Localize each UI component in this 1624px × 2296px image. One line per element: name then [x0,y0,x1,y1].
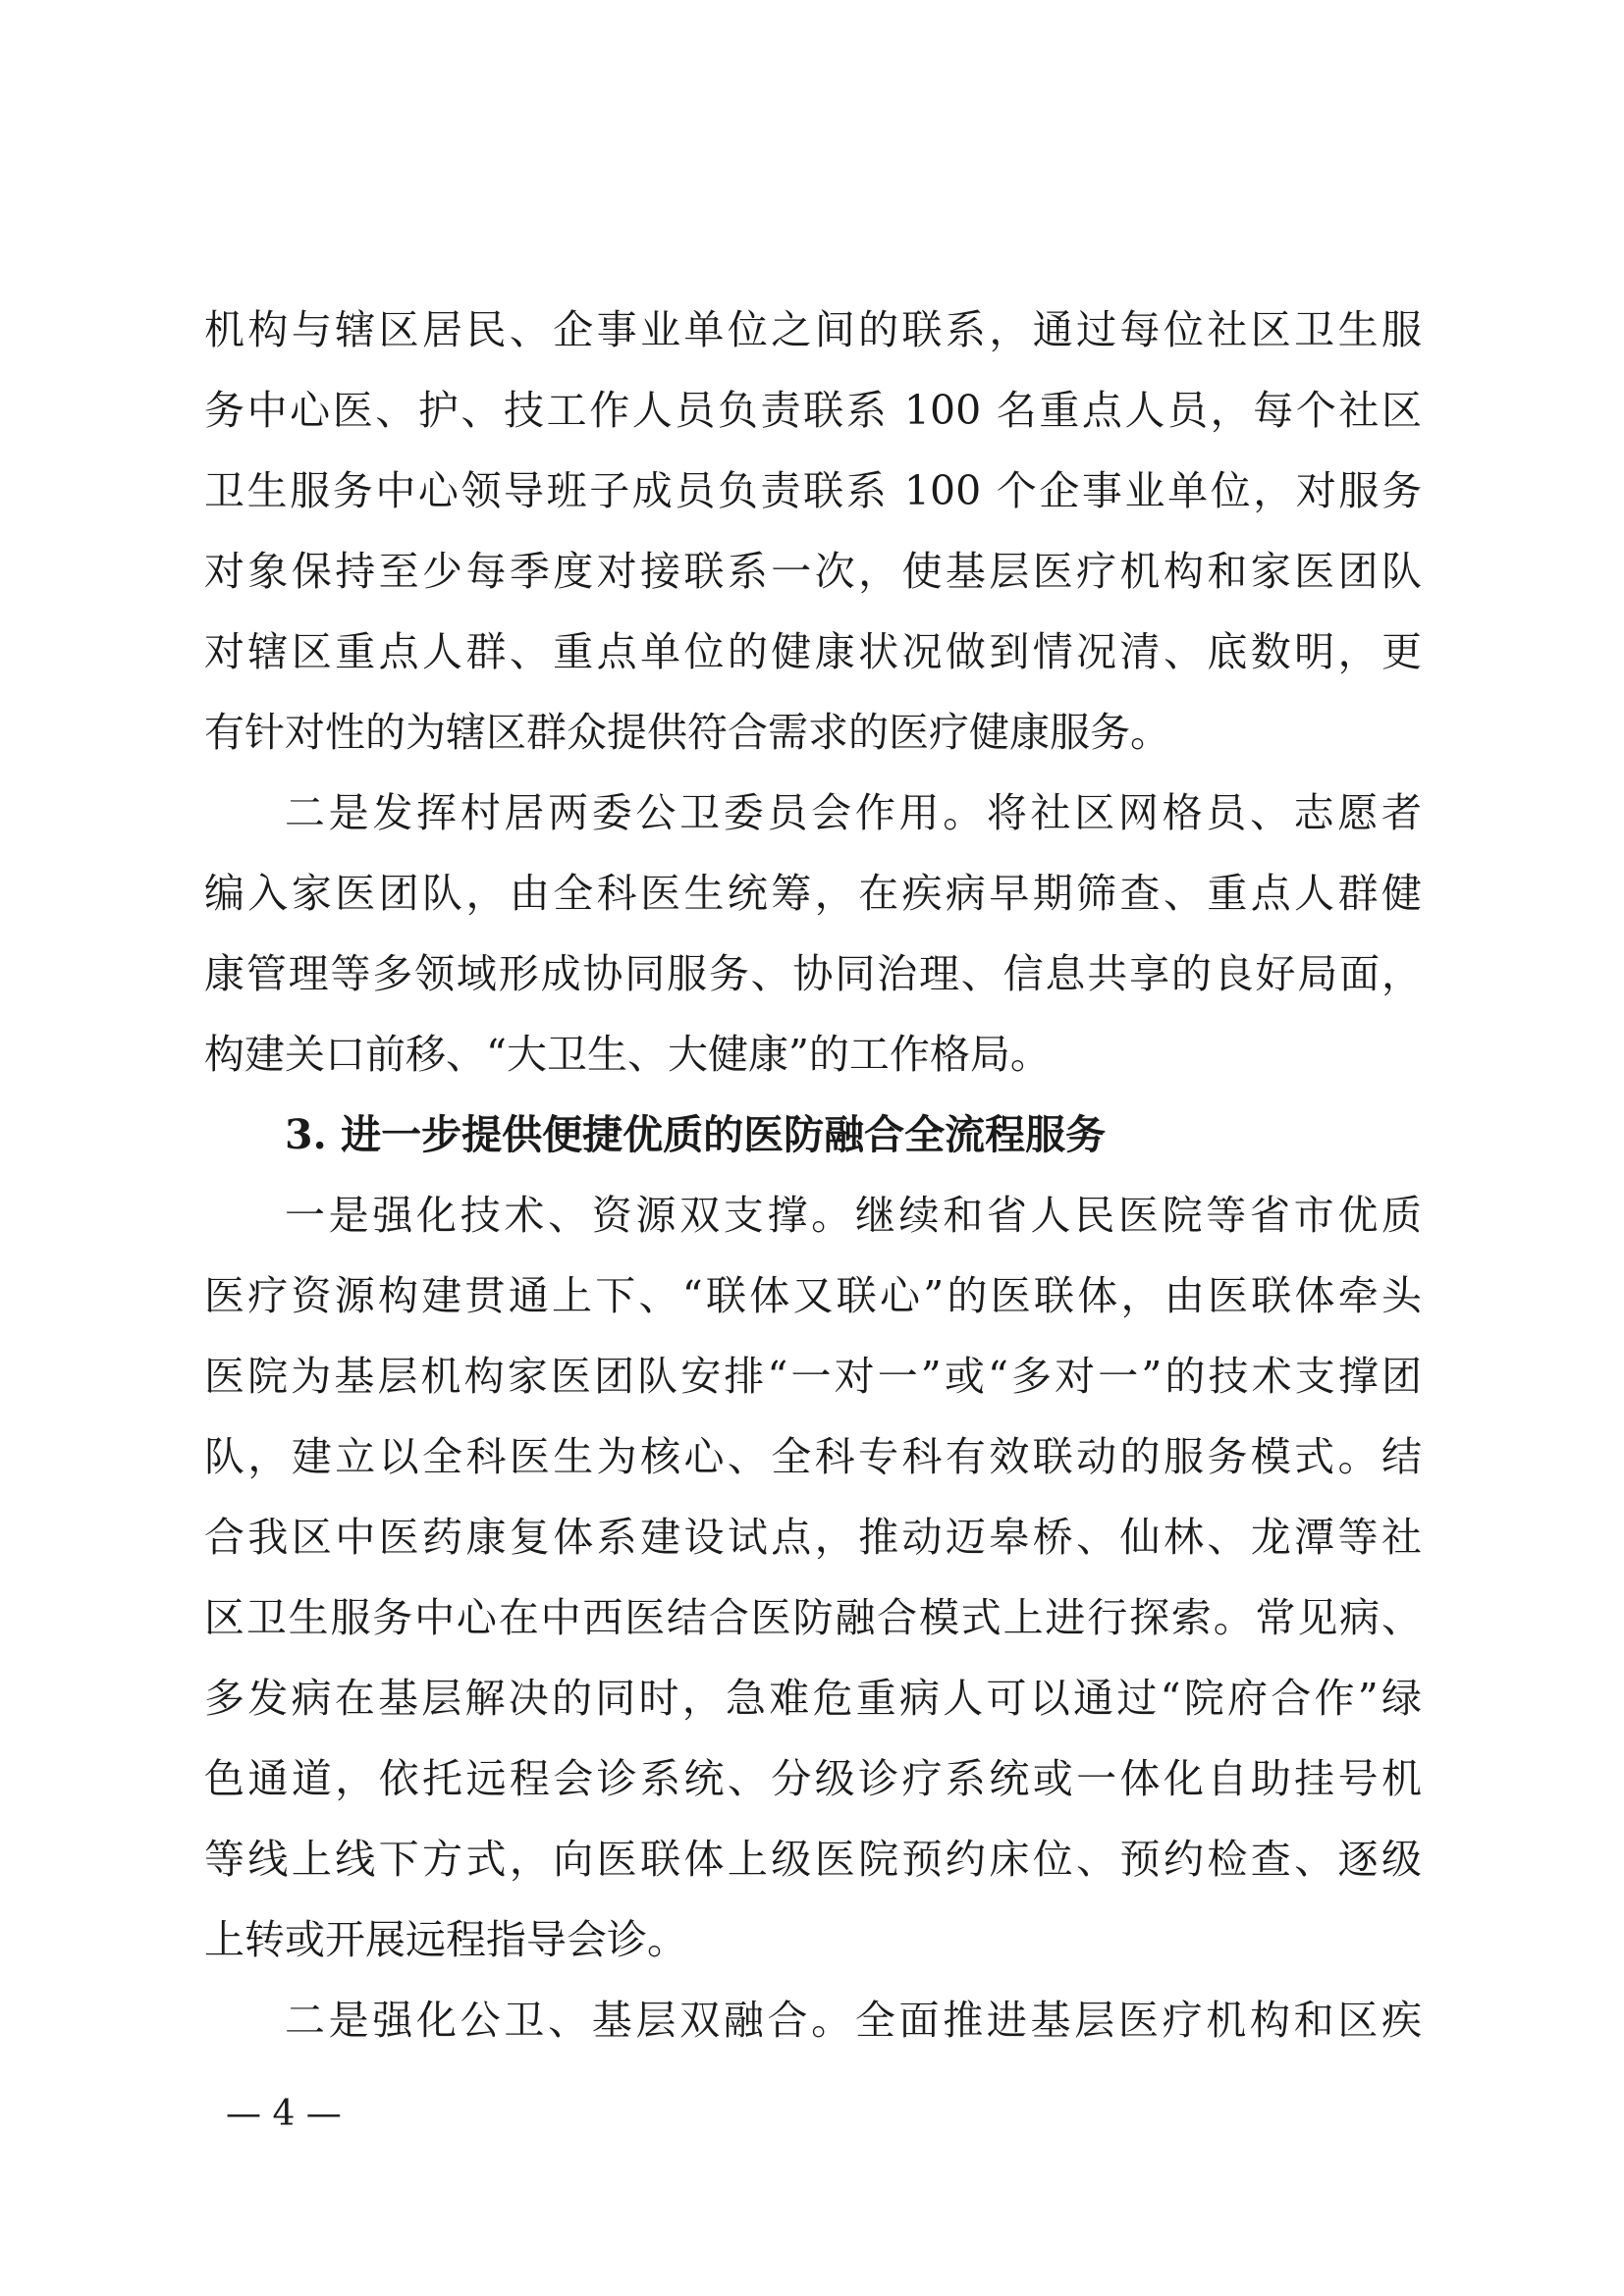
text-line: 机构与辖区居民、企事业单位之间的联系，通过每位社区卫生服 [204,306,1422,353]
text-line: 一是强化技术、资源双支撑。继续和省人民医院等省市优质 [285,1192,1422,1239]
text-line: 上转或开展远程指导会诊。 [204,1916,687,1963]
text-line: 二是强化公卫、基层双融合。全面推进基层医疗机构和区疾 [285,1997,1422,2044]
text-line: 队，建立以全科医生为核心、全科专科有效联动的服务模式。结 [204,1433,1422,1480]
text-line: 康管理等多领域形成协同服务、协同治理、信息共享的良好局面， [204,950,1422,997]
text-line: 对象保持至少每季度对接联系一次，使基层医疗机构和家医团队 [204,548,1422,595]
text-line: 编入家医团队，由全科医生统筹，在疾病早期筛查、重点人群健 [204,870,1422,917]
text-line: 卫生服务中心领导班子成员负责联系 100 个企事业单位，对服务 [204,467,1422,514]
text-line: 等线上线下方式，向医联体上级医院预约床位、预约检查、逐级 [204,1836,1422,1883]
text-line: 二是发挥村居两委公卫委员会作用。将社区网格员、志愿者 [285,789,1422,836]
text-line: 构建关口前移、“大卫生、大健康”的工作格局。 [204,1031,1051,1078]
text-line: 多发病在基层解决的同时，急难危重病人可以通过“院府合作”绿 [204,1675,1422,1722]
text-line: 医疗资源构建贯通上下、“联体又联心”的医联体，由医联体牵头 [204,1272,1422,1319]
document-body [204,290,1422,2060]
page-number: — 4 — [226,2094,342,2134]
text-line: 医院为基层机构家医团队安排“一对一”或“多对一”的技术支撑团 [204,1353,1422,1400]
text-line: 务中心医、护、技工作人员负责联系 100 名重点人员，每个社区 [204,387,1422,434]
text-line: 合我区中医药康复体系建设试点，推动迈皋桥、仙林、龙潭等社 [204,1514,1422,1561]
text-line: 有针对性的为辖区群众提供符合需求的医疗健康服务。 [204,709,1170,756]
section-heading: 3. 进一步提供便捷优质的医防融合全流程服务 [285,1111,1107,1158]
text-line: 区卫生服务中心在中西医结合医防融合模式上进行探索。常见病、 [204,1594,1422,1641]
text-line: 色通道，依托远程会诊系统、分级诊疗系统或一体化自助挂号机 [204,1755,1422,1802]
text-line: 对辖区重点人群、重点单位的健康状况做到情况清、底数明，更 [204,628,1422,675]
